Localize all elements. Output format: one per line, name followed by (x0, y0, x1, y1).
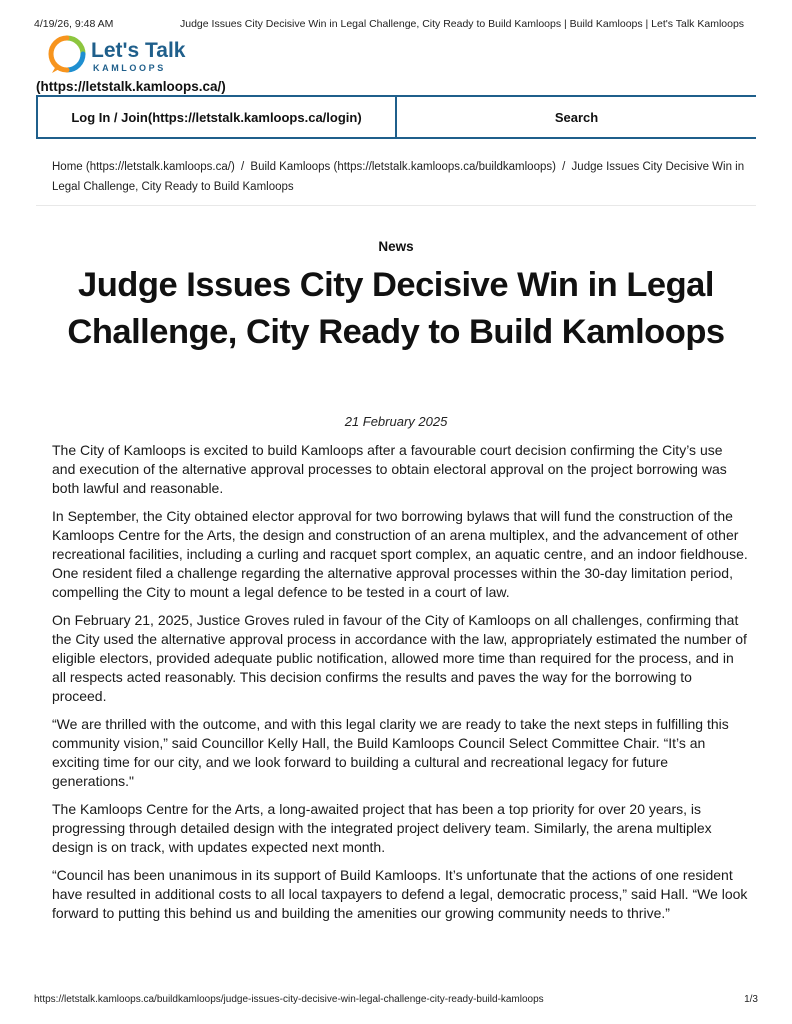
article-category: News (378, 239, 414, 254)
breadcrumb-divider (36, 205, 756, 206)
breadcrumb (52, 158, 752, 197)
article-paragraph: On February 21, 2025, Justice Groves ruled in favour of the City of Kamloops on all challenges, confirming that the City used the alternative approval process in accordance with the law, appropriately estimated the number of eligible electors, provided adequate public notification, allowed more time than required for the process, and in all respects acted reasonably. This decision confirms the results and paves the way for the borrowing to proceed. (52, 612, 747, 704)
login-join-link[interactable]: Log In / Join(https://letstalk.kamloops.ca/login) (36, 97, 397, 137)
article-date: 21 February 2025 (344, 414, 448, 429)
site-logo[interactable] (47, 35, 187, 79)
breadcrumb-current-page: Judge Issues City Decisive Win in Legal Challenge, City Ready to Build Kamloops (52, 161, 745, 193)
article-paragraph: The City of Kamloops is excited to build Kamloops after a favourable court decision confirming the City’s use and execution of the alternative approval processes to obtain electoral approval on the project borrowing was both lawful and reasonable. (52, 442, 727, 496)
article-title: Judge Issues City Decisive Win in Legal Challenge, City Ready to Build Kamloops (67, 266, 725, 351)
breadcrumb-separator: / (241, 161, 245, 173)
logo-subname: KAMLOOPS (93, 63, 166, 73)
print-footer-url: https://letstalk.kamloops.ca/buildkamloops/judge-issues-city-decisive-win-legal-challenge-city-ready-build-kamloops (34, 994, 544, 1005)
breadcrumb-build-kamloops-link[interactable]: Build Kamloops (https://letstalk.kamloops.ca/buildkamloops) (250, 161, 556, 173)
print-page-number: 1/3 (744, 994, 758, 1005)
print-page-title: Judge Issues City Decisive Win in Legal Challenge, City Ready to Build Kamloops | Build Kamloops | Let's Talk Kamloops (180, 18, 745, 30)
article-paragraph: In September, the City obtained elector approval for two borrowing bylaws that will fund the construction of the Kamloops Centre for the Arts, the design and construction of an arena multiplex, and the advancement of other recreational facilities, including a curling and racquet sport complex, an aquatic centre, and an indoor fieldhouse. One resident filed a challenge regarding the alternative approval processes within the 30-day limitation period, compelling the City to mount a legal defence to be tested in a court of law. (52, 508, 748, 600)
speech-bubble-logo-icon (47, 35, 87, 75)
article-body (52, 441, 748, 932)
breadcrumb-separator: / (562, 161, 566, 173)
article-paragraph: “We are thrilled with the outcome, and with this legal clarity we are ready to take the next steps in fulfilling this community vision,” said Councillor Kelly Hall, the Build Kamloops Council Select Committee Chair. “It’s an exciting time for our city, and we look forward to building a cultural and recreational legacy for future generations." (52, 716, 729, 789)
article-paragraph: “Council has been unanimous in its support of Build Kamloops. It’s unfortunate that the actions of one resident have resulted in additional costs to all local taxpayers to defend a legal, democratic process,” said Hall. “We look forward to putting this behind us and building the amenities our growing community needs to thrive.” (52, 867, 748, 921)
search-button[interactable]: Search (554, 109, 599, 125)
article-paragraph: The Kamloops Centre for the Arts, a long-awaited project that has been a top priority for over 20 years, is progressing through detailed design with the integrated project delivery team. Similarly, the arena multiplex design is on track, with updates expected next month. (52, 801, 712, 855)
print-datetime: 4/19/26, 9:48 AM (34, 18, 114, 30)
site-url-link[interactable]: (https://letstalk.kamloops.ca/) (36, 79, 226, 94)
breadcrumb-home-link[interactable]: Home (https://letstalk.kamloops.ca/) (52, 161, 235, 173)
top-nav (36, 95, 756, 139)
logo-name: Let's Talk (91, 39, 186, 62)
